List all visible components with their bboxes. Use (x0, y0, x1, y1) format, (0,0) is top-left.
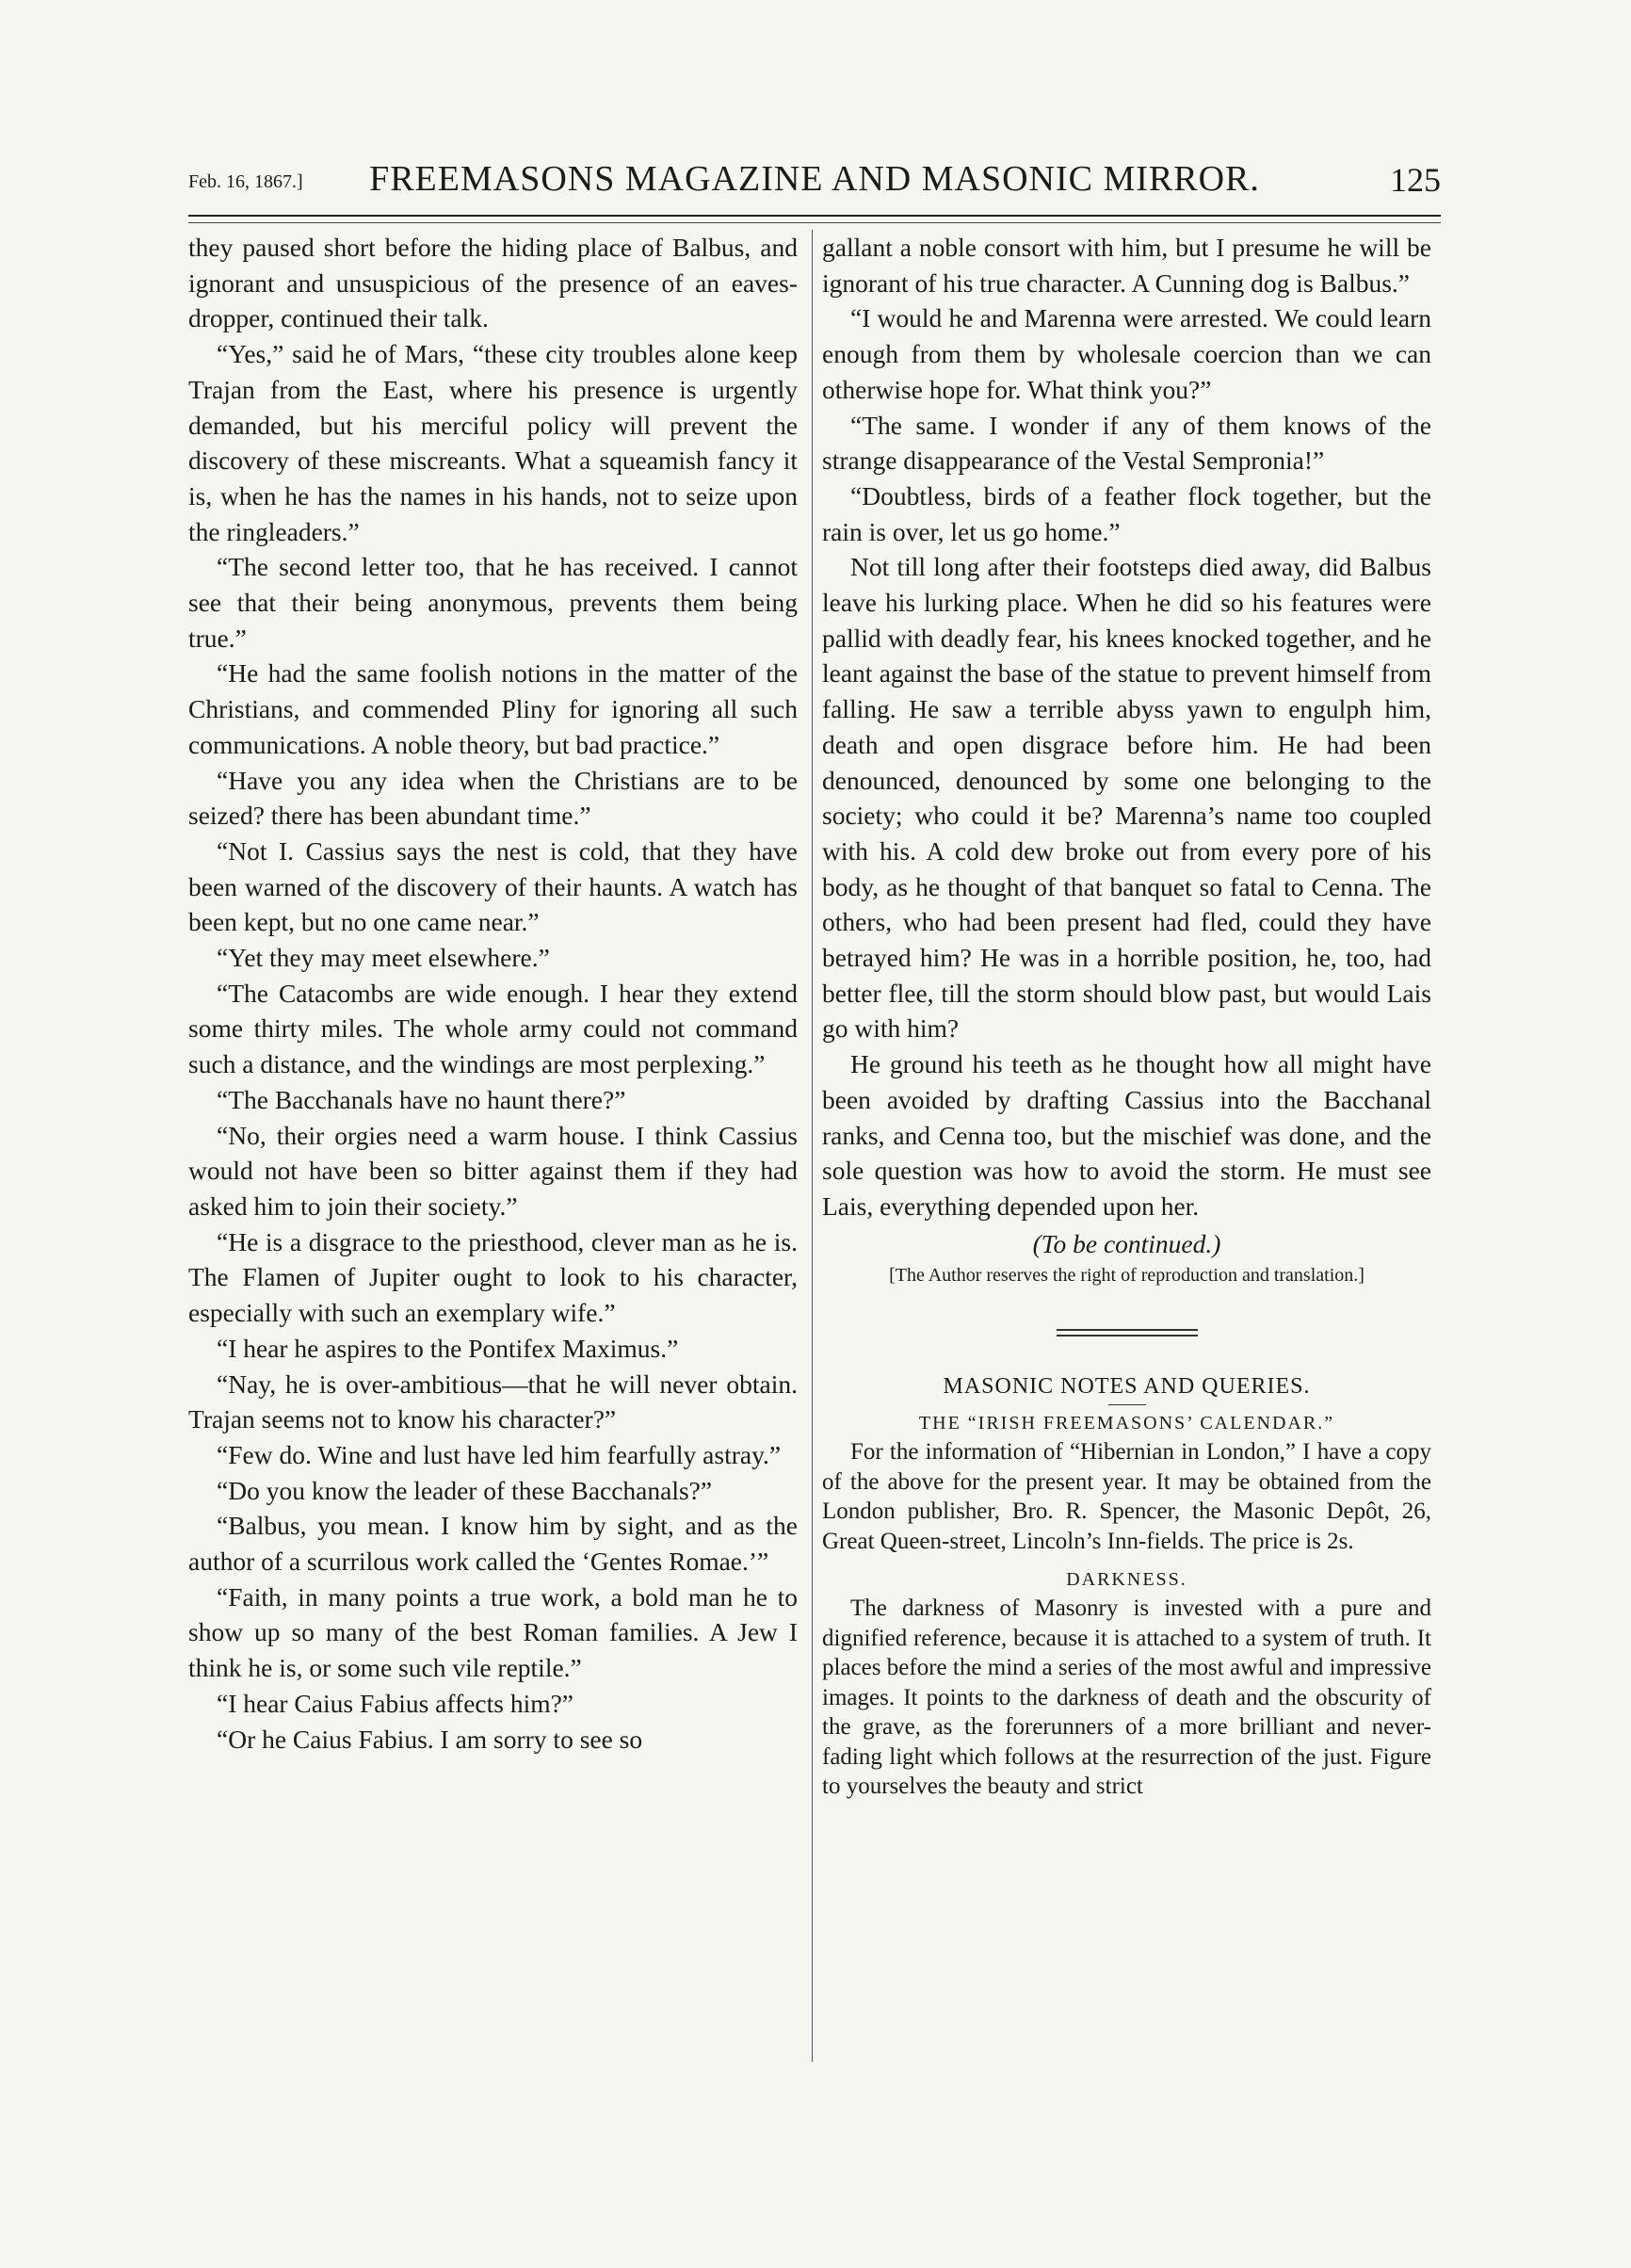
to-be-continued: (To be continued.) (1032, 1228, 1221, 1258)
header-rule-thin (188, 222, 1441, 223)
paragraph: gallant a noble consort with him, but I presume he will be ignorant of his true character. A Cunning dog is Balbus.” (822, 233, 1431, 298)
paragraph: “He is a disgrace to the priesthood, clever man as he is. The Flamen of Jupiter ought to look to his character, especially with such an exemplary wife.” (188, 1226, 798, 1328)
paragraph: Not till long after their footsteps died away, did Balbus leave his lurking place. When he did so his features were pallid with deadly fear, his knees knocked together, and he leant against the base of the statue to prevent himself from falling. He saw a terrible abyss yawn to engulph him, death and open disgrace before him. He had been denounced, denounced by some one belonging to the society; who could it be? Marenna’s name too coupled with his. A cold dew broke out from every pore of his body, as he thought of that banquet so fatal to Cenna. The others, who had been present had fled, could they have betrayed him? He was in a horrible position, he, too, had better flee, till the storm should blow past, but would Lais go with him? (822, 552, 1431, 1044)
page-number: 125 (1390, 161, 1441, 199)
paragraph: “Not I. Cassius says the nest is cold, that they have been warned of the discovery of their haunts. A watch has been kept, but no one came near.” (188, 835, 798, 937)
column-divider (812, 230, 813, 2062)
paragraph: “The second letter too, that he has received. I cannot see that their being anonymous, prevents them being true.” (188, 552, 798, 653)
issue-date: Feb. 16, 1867.] (188, 171, 303, 192)
paragraph: “Yes,” said he of Mars, “these city troubles alone keep Trajan from the East, where his presence is urgently demanded, but his merciful policy will prevent the discovery of these miscreants. What a squeamish fancy it is, when he has the names in his hands, not to seize upon the ringleaders.” (188, 339, 798, 546)
paragraph: “The Bacchanals have no haunt there?” (217, 1084, 626, 1114)
subheading-darkness: DARKNESS. (1066, 1569, 1187, 1591)
paragraph: “Do you know the leader of these Bacchanals?” (217, 1475, 713, 1505)
story-continuation (822, 230, 1431, 1224)
rights-note: [The Author reserves the right of reproduction and translation.] (889, 1265, 1365, 1287)
paragraph: “Faith, in many points a true work, a bold man he to show up so many of the best Roman families. A Jew I think he is, or some such vile reptile.” (188, 1581, 798, 1683)
header-rule (188, 215, 1441, 217)
section-separator (1057, 1329, 1198, 1336)
paragraph: “Have you any idea when the Christians are to be seized? there has been abundant time.” (188, 765, 798, 831)
page-header (188, 158, 1441, 205)
right-column (822, 230, 1431, 1802)
paragraph: “I hear Caius Fabius affects him?” (217, 1688, 574, 1718)
paragraph: “Nay, he is over-ambitious—that he will never obtain. Trajan seems not to know his character?” (188, 1369, 798, 1434)
paragraph: “Yet they may meet elsewhere.” (217, 943, 550, 973)
paragraph: “I would he and Marenna were arrested. We could learn enough from them by wholesale coercion than we can otherwise hope for. What think you?” (822, 303, 1431, 404)
paragraph: “Few do. Wine and lust have led him fearfully astray.” (217, 1439, 782, 1469)
subheading-calendar: THE “IRISH FREEMASONS’ CALENDAR.” (918, 1413, 1335, 1434)
paragraph: “No, their orgies need a warm house. I think Cassius would not have been so bitter against them if they had asked him to join their society.” (188, 1120, 798, 1221)
left-column (188, 230, 798, 1757)
darkness-paragraph: The darkness of Masonry is invested with a pure and dignified reference, because it is attached to a system of truth. It places before the mind a series of the most awful and impressive images. It points to the darkness of death and the obscurity of the grave, as the forerunners of a more brilliant and never-fading light which follows at the resurrection of the just. Figure to yourselves the beauty and strict (822, 1596, 1431, 1800)
paragraph: “The Catacombs are wide enough. I hear they extend some thirty miles. The whole army could not command such a distance, and the windings are most perplexing.” (188, 978, 798, 1079)
calendar-paragraph: For the information of “Hibernian in London,” I have a copy of the above for the present year. It may be obtained from the London publisher, Bro. R. Spencer, the Masonic Depôt, 26, Great Queen-street, Lincoln’s Inn-fields. The price is 2s. (822, 1439, 1431, 1554)
paragraph: “He had the same foolish notions in the matter of the Christians, and commended Pliny for ignoring all such communications. A noble theory, but bad practice.” (188, 658, 798, 759)
paragraph: “Doubtless, birds of a feather flock together, but the rain is over, let us go home.” (822, 480, 1431, 546)
paragraph: “Or he Caius Fabius. I am sorry to see so (217, 1724, 643, 1754)
paragraph: they paused short before the hiding place of Balbus, and ignorant and unsuspicious of the presence of an eaves-dropper, continued their talk. (188, 233, 798, 333)
paragraph: “I hear he aspires to the Pontifex Maximus.” (217, 1333, 679, 1363)
paragraph: He ground his teeth as he thought how all might have been avoided by drafting Cassius into the Bacchanal ranks, and Cenna too, but the mischief was done, and the sole question was how to avoid the storm. He must see Lais, everything depended upon her. (822, 1049, 1431, 1221)
heading-rule (1108, 1404, 1146, 1405)
section-heading: MASONIC NOTES AND QUERIES. (943, 1374, 1311, 1400)
magazine-title: FREEMASONS MAGAZINE AND MASONIC MIRROR. (369, 159, 1260, 199)
paragraph: “Balbus, you mean. I know him by sight, and as the author of a scurrilous work called the ‘Gentes Romae.’” (188, 1511, 798, 1577)
paragraph: “The same. I wonder if any of them knows of the strange disappearance of the Vestal Sempronia!” (822, 410, 1431, 476)
